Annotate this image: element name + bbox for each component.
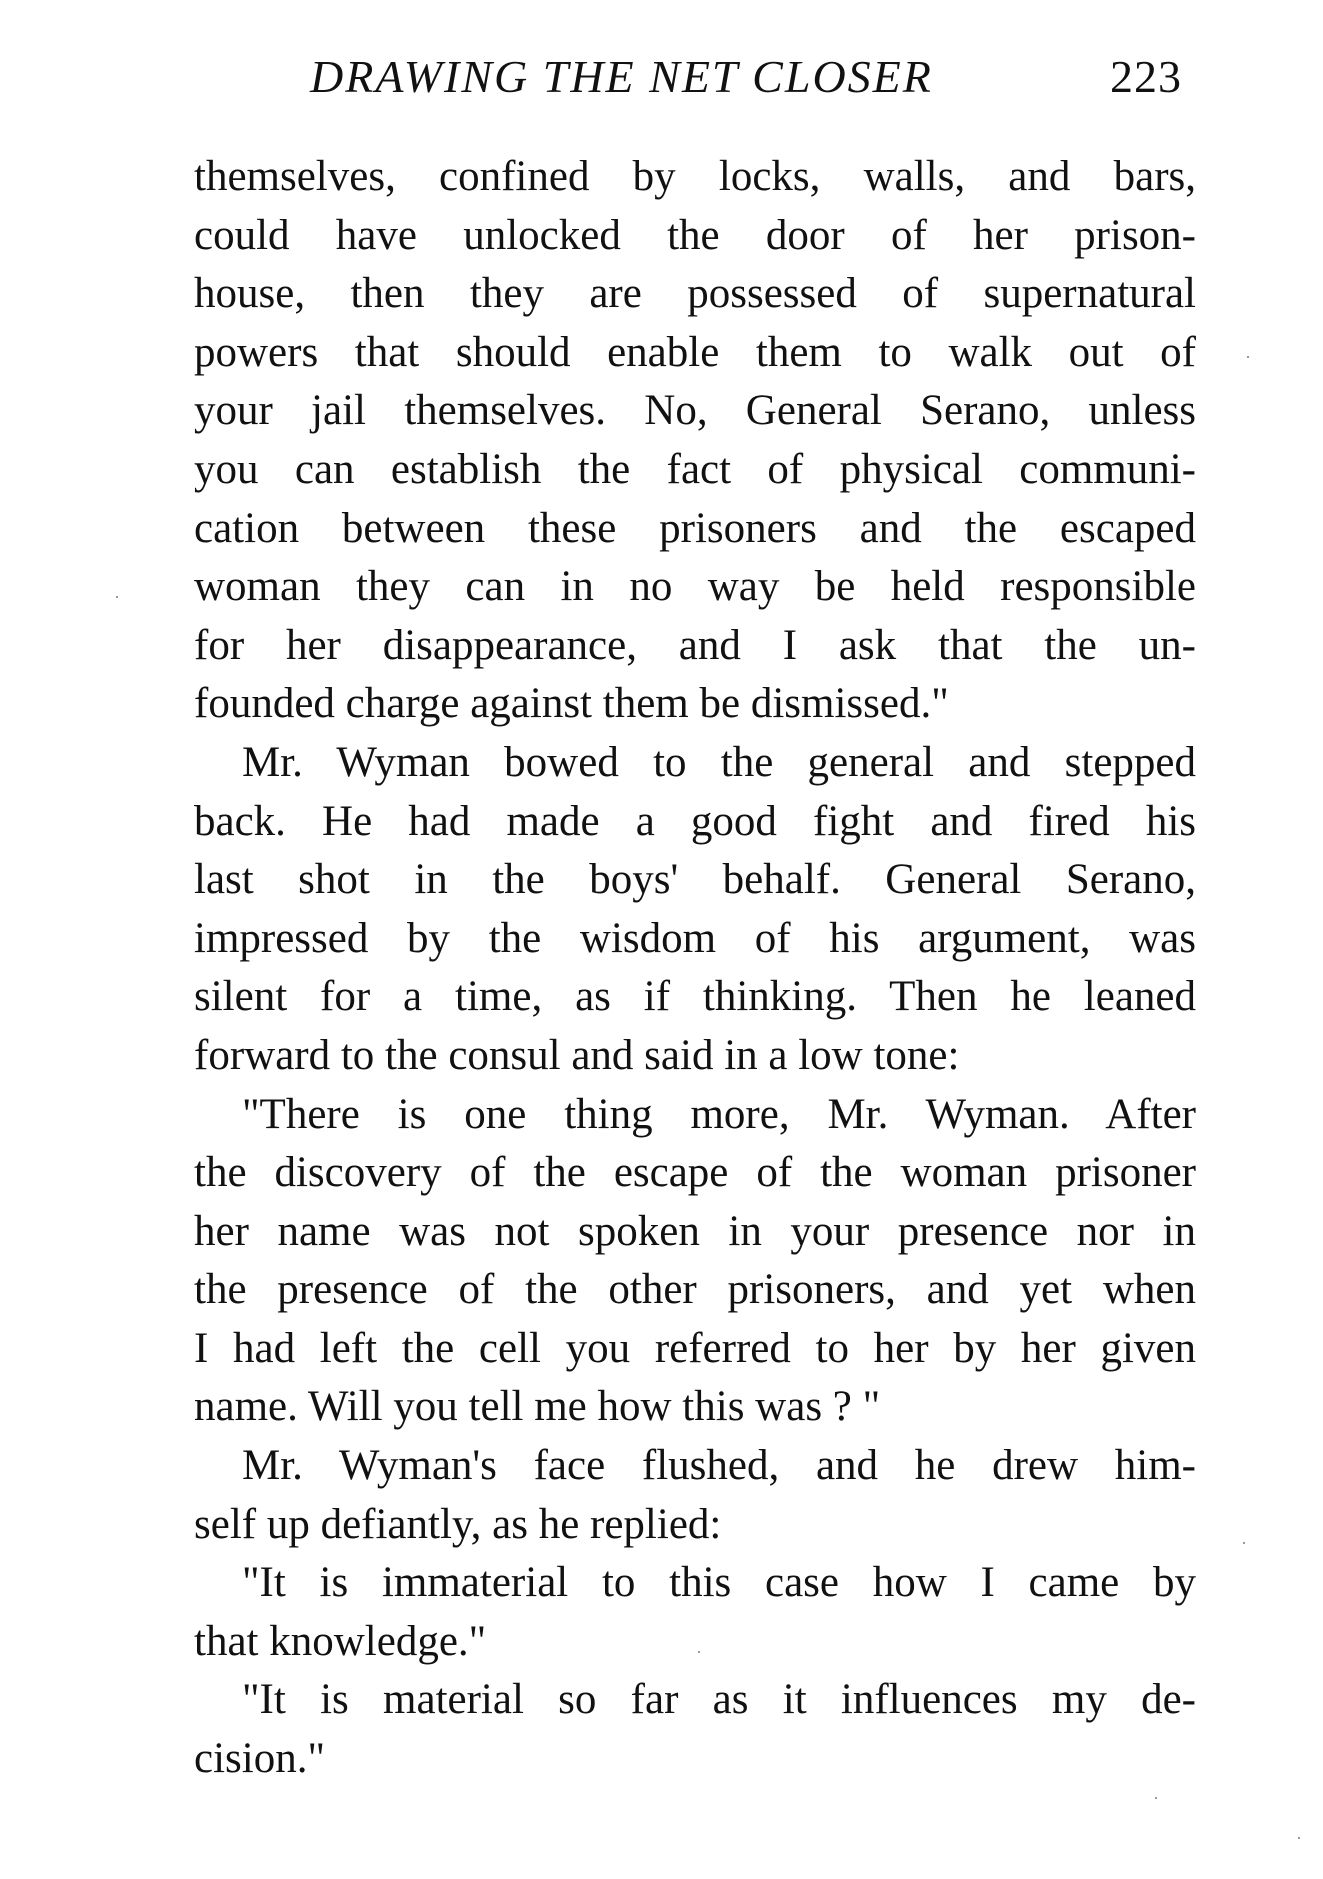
text-line: that knowledge." bbox=[194, 1617, 487, 1665]
text-line: impressed by the wisdom of his argument, was bbox=[194, 914, 1196, 962]
text-line: Mr. Wyman bowed to the general and stepped bbox=[242, 738, 1196, 786]
text-line: last shot in the boys' behalf. General Serano, bbox=[194, 856, 1196, 904]
page-number: 223 bbox=[1110, 51, 1182, 102]
paper-speck bbox=[1298, 1837, 1300, 1839]
text-line: for her disappearance, and I ask that the un- bbox=[194, 621, 1196, 669]
text-line: "There is one thing more, Mr. Wyman. After bbox=[242, 1090, 1196, 1138]
text-line: powers that should enable them to walk out of bbox=[194, 328, 1196, 376]
text-line: forward to the consul and said in a low tone: bbox=[194, 1031, 960, 1079]
body-text bbox=[194, 148, 1196, 1789]
text-line: the presence of the other prisoners, and yet when bbox=[194, 1266, 1196, 1314]
text-line: her name was not spoken in your presence nor in bbox=[194, 1207, 1196, 1255]
paper-speck bbox=[1155, 1797, 1157, 1799]
text-line: your jail themselves. No, General Serano, unless bbox=[194, 387, 1196, 435]
text-line: cation between these prisoners and the escaped bbox=[194, 504, 1196, 552]
text-line: self up defiantly, as he replied: bbox=[194, 1500, 722, 1548]
paper-speck bbox=[116, 596, 118, 598]
text-line: silent for a time, as if thinking. Then he leaned bbox=[194, 973, 1196, 1021]
text-line: back. He had made a good fight and fired his bbox=[194, 797, 1196, 845]
text-line: name. Will you tell me how this was ? " bbox=[194, 1383, 881, 1431]
text-line: Mr. Wyman's face flushed, and he drew him- bbox=[242, 1442, 1196, 1490]
running-head bbox=[310, 42, 1210, 112]
text-line: "It is immaterial to this case how I came by bbox=[242, 1559, 1196, 1607]
chapter-title: DRAWING THE NET CLOSER bbox=[310, 51, 933, 102]
paper-speck bbox=[1243, 1542, 1245, 1544]
text-line: house, then they are possessed of supernatural bbox=[194, 270, 1196, 318]
text-line: founded charge against them be dismissed." bbox=[194, 680, 949, 728]
paper-speck bbox=[698, 1651, 700, 1653]
text-line: could have unlocked the door of her prison- bbox=[194, 211, 1196, 259]
text-line: I had left the cell you referred to her by her given bbox=[194, 1324, 1196, 1372]
text-line: themselves, confined by locks, walls, and bars, bbox=[194, 153, 1196, 200]
text-line: the discovery of the escape of the woman prisoner bbox=[194, 1149, 1196, 1197]
paper-speck bbox=[1247, 356, 1249, 358]
text-line: you can establish the fact of physical communi- bbox=[194, 445, 1196, 493]
text-line: woman they can in no way be held responsible bbox=[194, 563, 1196, 611]
text-line: cision." bbox=[194, 1735, 326, 1783]
text-line: "It is material so far as it influences my de- bbox=[242, 1676, 1196, 1724]
